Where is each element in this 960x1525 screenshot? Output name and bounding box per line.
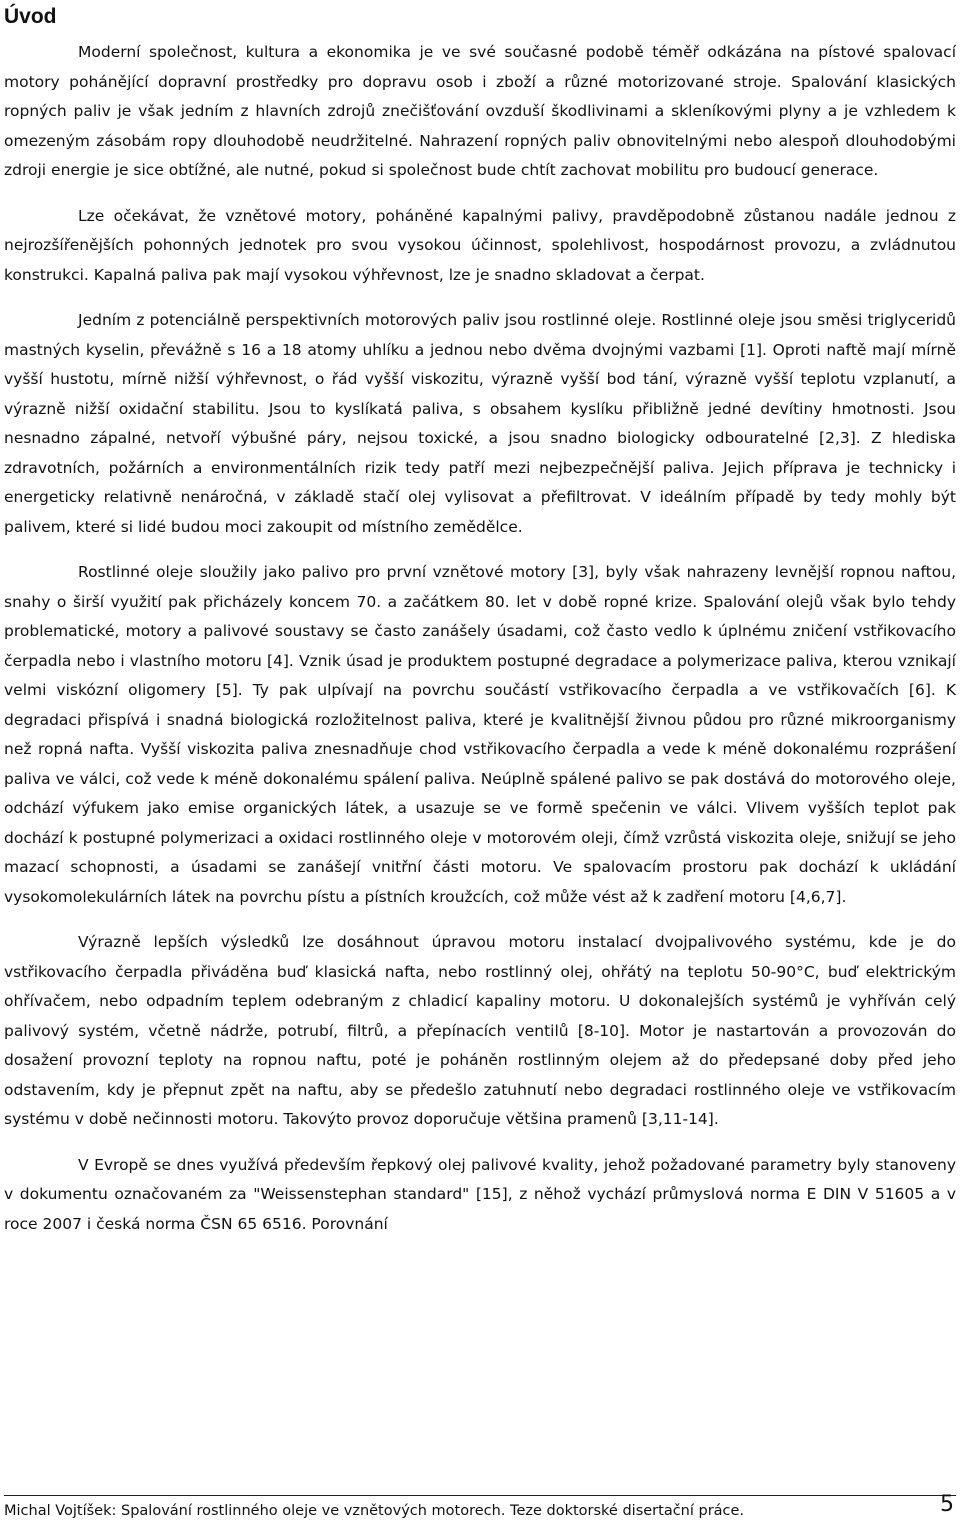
page-heading: Úvod bbox=[4, 5, 57, 28]
paragraph-3: Jedním z potenciálně perspektivních motorových paliv jsou rostlinné oleje. Rostlinné oleje jsou směsi triglyceridů mastných kyselin, převážně s 16 a 18 atomy uhlíku a jednou nebo dvěma dvojnými vazbami [1]. Oproti naftě mají mírně vyšší hustotu, mírně nižší výhřevnost, o řád vyšší viskozitu, výrazně vyšší bod tání, výrazně vyšší teplotu vzplanutí, a výrazně nižší oxidační stabilitu. Jsou to kyslíkatá paliva, s obsahem kyslíku přibližně jedné devítiny hmotnosti. Jsou nesnadno zápalné, netvoří výbušné páry, nejsou toxické, a jsou snadno biologicky odbouratelné [2,3]. Z hlediska zdravotních, požárních a environmentálních rizik tedy patří mezi nejbezpečnější paliva. Jejich příprava je technicky i energeticky relativně nenáročná, v základě stačí olej vylisovat a přefiltrovat. V ideálním případě by tedy mohly být palivem, které si lidé budou moci zakoupit od místního zemědělce. bbox=[4, 311, 956, 536]
body-text bbox=[4, 38, 956, 1255]
paragraph-4: Rostlinné oleje sloužily jako palivo pro první vznětové motory [3], byly však nahrazeny levnější ropnou naftou, snahy o širší využití pak přicházely koncem 70. a začátkem 80. let v době ropné krize. Spalování olejů však bylo tehdy problematické, motory a palivové soustavy se často zanášely úsadami, což často vedlo k úplnému zničení vstřikovacího čerpadla nebo i vlastního motoru [4]. Vznik úsad je produktem postupné degradace a polymerizace paliva, kterou vznikají velmi viskózní oligomery [5]. Ty pak ulpívají na povrchu součástí vstřikovacího čerpadla a ve vstřikovačích [6]. K degradaci přispívá i snadná biologická rozložitelnost paliva, které je kvalitnější živnou půdou pro různé mikroorganismy než ropná nafta. Vyšší viskozita paliva znesnadňuje chod vstřikovacího čerpadla a vede k méně dokonalému rozprášení paliva ve válci, což vede k méně dokonalému spálení paliva. Neúplně spálené palivo se pak dostává do motorového oleje, odchází výfukem jako emise organických látek, a usazuje se ve formě spečenin ve válci. Vlivem vyšších teplot pak dochází k postupné polymerizaci a oxidaci rostlinného oleje v motorovém oleji, čímž vzrůstá viskozita oleje, snižují se jeho mazací schopnosti, a úsadami se zanášejí vnitřní části motoru. Ve spalovacím prostoru pak dochází k ukládání vysokomolekulárních látek na povrchu pístu a pístních kroužcích, což může vést až k zadření motoru [4,6,7]. bbox=[4, 563, 956, 906]
paragraph-1: Moderní společnost, kultura a ekonomika je ve své současné podobě téměř odkázána na pístové spalovací motory pohánějící dopravní prostředky pro dopravu osob i zboží a různé motorizované stroje. Spalování klasických ropných paliv je však jedním z hlavních zdrojů znečišťování ovzduší škodlivinami a skleníkovými plyny a je vzhledem k omezeným zásobám ropy dlouhodobě neudržitelné. Nahrazení ropných paliv obnovitelnými nebo alespoň dlouhodobými zdroji energie je sice obtížné, ale nutné, pokud si společnost bude chtít zachovat mobilitu pro budoucí generace. bbox=[4, 43, 956, 179]
paragraph-6: V Evropě se dnes využívá především řepkový olej palivové kvality, jehož požadované parametry byly stanoveny v dokumentu označovaném za "Weissenstephan standard" [15], z něhož vychází průmyslová norma E DIN V 51605 a v roce 2007 i česká norma ČSN 65 6516. Porovnání bbox=[4, 1155, 956, 1233]
paragraph-2: Lze očekávat, že vznětové motory, poháněné kapalnými palivy, pravděpodobně zůstanou nadále jednou z nejrozšířenějších pohonných jednotek pro svou vysokou účinnost, spolehlivost, hospodárnost provozu, a zvládnutou konstrukci. Kapalná paliva pak mají vysokou výhřevnost, lze je snadno skladovat a čerpat. bbox=[4, 206, 956, 284]
paragraph-5: Výrazně lepších výsledků lze dosáhnout úpravou motoru instalací dvojpalivového systému, kde je do vstřikovacího čerpadla přiváděna buď klasická nafta, nebo rostlinný olej, ohřátý na teplotu 50-90°C, buď elektrickým ohřívačem, nebo odpadním teplem odebraným z chladicí kapaliny motoru. U dokonalejších systémů je vyhříván celý palivový systém, včetně nádrže, potrubí, filtrů, a přepínacích ventilů [8-10]. Motor je nastartován a provozován do dosažení provozní teploty na ropnou naftu, poté je poháněn rostlinným olejem až do předepsané doby před jeho odstavením, kdy je přepnut zpět na naftu, aby se předešlo zatuhnutí nebo degradaci rostlinného oleje ve vstřikovacím systému v době nečinnosti motoru. Takovýto provoz doporučuje většina pramenů [3,11-14]. bbox=[4, 933, 956, 1128]
footer-text: Michal Vojtíšek: Spalování rostlinného oleje ve vznětových motorech. Teze doktorské disertační práce. bbox=[4, 1503, 745, 1519]
page-footer bbox=[4, 1492, 956, 1522]
page-number: 5 bbox=[940, 1492, 954, 1517]
